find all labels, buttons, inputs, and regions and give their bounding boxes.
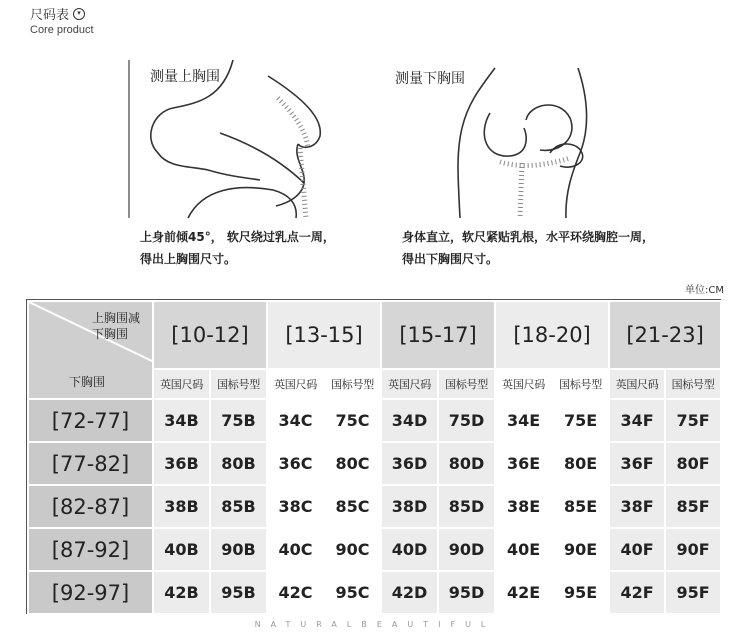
upper-bust-desc-2: 得出上胸围尺寸。 (140, 252, 237, 266)
size-cell: 42F (609, 571, 665, 614)
table-row (28, 528, 721, 571)
table-row (28, 485, 721, 528)
size-cell: 95B (210, 571, 267, 614)
size-cell: 34D (381, 399, 438, 442)
size-cell: 42B (153, 571, 210, 614)
size-cell: 95C (324, 571, 381, 614)
size-cell: 36B (153, 442, 210, 485)
sub-header-cn: 国标号型 (324, 369, 381, 399)
sub-header-cn: 国标号型 (210, 369, 267, 399)
size-table (27, 300, 722, 615)
size-cell: 80B (210, 442, 267, 485)
row-header: [92-97] (28, 571, 153, 614)
under-bust-title: 测量下胸围 (395, 71, 465, 87)
size-cell: 38B (153, 485, 210, 528)
under-bust-desc-2: 得出下胸围尺寸。 (402, 252, 499, 266)
size-cell: 38F (609, 485, 665, 528)
column-group-header: [10-12] (153, 301, 267, 369)
size-cell: 38D (381, 485, 438, 528)
sub-header-uk: 英国尺码 (153, 369, 210, 399)
size-cell: 42D (381, 571, 438, 614)
size-cell: 42E (495, 571, 552, 614)
size-cell: 38E (495, 485, 552, 528)
column-group-header: [21-23] (609, 301, 721, 369)
column-group-header: [13-15] (267, 301, 381, 369)
size-cell: 85B (210, 485, 267, 528)
size-cell: 95E (552, 571, 609, 614)
size-cell: 40C (267, 528, 324, 571)
table-corner-header (28, 301, 153, 399)
circle-down-icon[interactable]: ▾ (73, 8, 85, 20)
size-cell: 42C (267, 571, 324, 614)
header-title (30, 4, 85, 23)
sub-header-uk: 英国尺码 (267, 369, 324, 399)
size-cell: 75C (324, 399, 381, 442)
size-cell: 85E (552, 485, 609, 528)
size-cell: 80D (438, 442, 495, 485)
table-row (28, 399, 721, 442)
sub-header-cn: 国标号型 (552, 369, 609, 399)
upper-bust-title: 测量上胸围 (150, 69, 220, 85)
size-cell: 40B (153, 528, 210, 571)
footer-text: NATURALBEAUTIFUL (254, 620, 496, 629)
size-cell: 90E (552, 528, 609, 571)
size-cell: 80F (665, 442, 721, 485)
sub-header-cn: 国标号型 (438, 369, 495, 399)
upper-bust-desc-1: 上身前倾45°， 软尺绕过乳点一周， (140, 230, 335, 244)
corner-bottom-label: 下胸围 (69, 375, 106, 389)
size-cell: 90B (210, 528, 267, 571)
size-cell: 40E (495, 528, 552, 571)
size-cell: 85F (665, 485, 721, 528)
size-cell: 34B (153, 399, 210, 442)
size-cell: 36D (381, 442, 438, 485)
size-cell: 34C (267, 399, 324, 442)
size-cell: 75F (665, 399, 721, 442)
size-cell: 95D (438, 571, 495, 614)
size-cell: 80C (324, 442, 381, 485)
size-cell: 95F (665, 571, 721, 614)
under-bust-desc-1: 身体直立，软尺紧贴乳根，水平环绕胸腔一周， (402, 230, 655, 244)
table-row (28, 571, 721, 614)
size-cell: 90D (438, 528, 495, 571)
sub-header-uk: 英国尺码 (495, 369, 552, 399)
row-header: [77-82] (28, 442, 153, 485)
column-group-header: [18-20] (495, 301, 609, 369)
size-cell: 75B (210, 399, 267, 442)
size-cell: 34E (495, 399, 552, 442)
size-cell: 38C (267, 485, 324, 528)
sub-header-cn: 国标号型 (665, 369, 721, 399)
header-title-text: 尺码表 (30, 8, 70, 23)
column-group-header: [15-17] (381, 301, 495, 369)
size-cell: 40F (609, 528, 665, 571)
sub-header-uk: 英国尺码 (381, 369, 438, 399)
size-cell: 75E (552, 399, 609, 442)
row-header: [87-92] (28, 528, 153, 571)
table-row (28, 442, 721, 485)
size-cell: 40D (381, 528, 438, 571)
header-subtitle: Core product (30, 24, 94, 36)
size-cell: 85C (324, 485, 381, 528)
size-cell: 90C (324, 528, 381, 571)
size-cell: 36E (495, 442, 552, 485)
corner-top-label: 上胸围减 下胸围 (91, 311, 140, 341)
sub-header-uk: 英国尺码 (609, 369, 665, 399)
size-cell: 85D (438, 485, 495, 528)
row-header: [82-87] (28, 485, 153, 528)
size-cell: 75D (438, 399, 495, 442)
row-header: [72-77] (28, 399, 153, 442)
size-cell: 80E (552, 442, 609, 485)
size-cell: 36F (609, 442, 665, 485)
size-cell: 90F (665, 528, 721, 571)
size-cell: 34F (609, 399, 665, 442)
size-cell: 36C (267, 442, 324, 485)
unit-label: 单位:CM (685, 285, 724, 296)
